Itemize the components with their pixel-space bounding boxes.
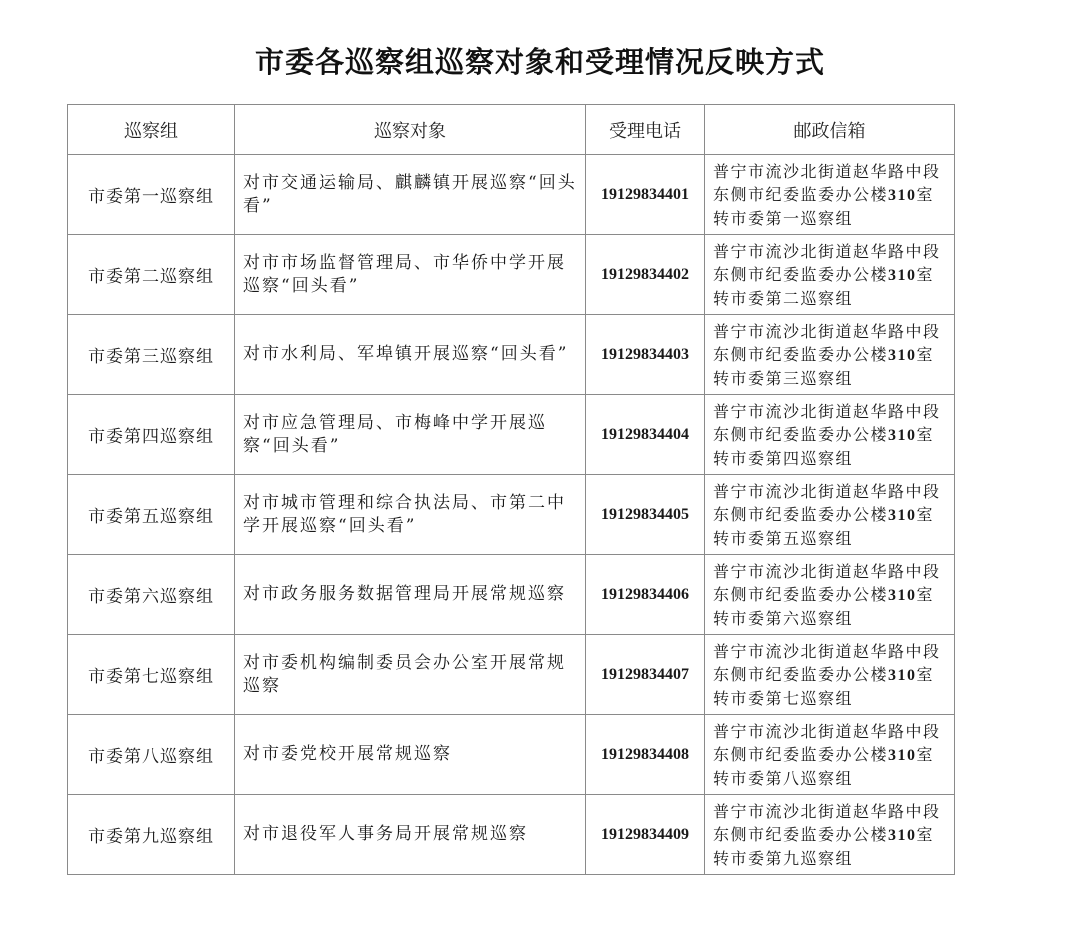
mail-cell <box>705 475 955 555</box>
phone-cell: 19129834402 <box>586 235 705 315</box>
mail-cell <box>705 155 955 235</box>
header-group: 巡察组 <box>68 105 235 155</box>
mail-cell <box>705 395 955 475</box>
table-row <box>68 315 955 395</box>
mail-room-number: 310 <box>888 506 917 524</box>
mail-cell <box>705 235 955 315</box>
mail-cell <box>705 635 955 715</box>
target-cell: 对市城市管理和综合执法局、市第二中学开展巡察“回头看” <box>235 475 586 555</box>
mail-room-number: 310 <box>888 186 917 204</box>
table-row <box>68 795 955 875</box>
target-cell: 对市委机构编制委员会办公室开展常规巡察 <box>235 635 586 715</box>
mail-recipient: 室转市委第六巡察组 <box>713 584 935 628</box>
table-row <box>68 635 955 715</box>
mail-recipient: 室转市委第二巡察组 <box>713 264 935 308</box>
group-cell: 市委第九巡察组 <box>68 795 235 875</box>
table-row <box>68 155 955 235</box>
target-cell: 对市应急管理局、市梅峰中学开展巡察“回头看” <box>235 395 586 475</box>
mail-address: 普宁市流沙北街道赵华路中段东侧市纪委监委办公楼 <box>713 401 941 444</box>
mail-room-number: 310 <box>888 746 917 764</box>
mail-address: 普宁市流沙北街道赵华路中段东侧市纪委监委办公楼 <box>713 561 941 604</box>
group-cell: 市委第二巡察组 <box>68 235 235 315</box>
group-cell: 市委第五巡察组 <box>68 475 235 555</box>
table-row <box>68 395 955 475</box>
mail-cell <box>705 555 955 635</box>
group-cell: 市委第三巡察组 <box>68 315 235 395</box>
table-row <box>68 555 955 635</box>
target-cell: 对市水利局、军埠镇开展巡察“回头看” <box>235 315 586 395</box>
mail-cell <box>705 715 955 795</box>
page-title: 市委各巡察组巡察对象和受理情况反映方式 <box>254 45 825 79</box>
mail-recipient: 室转市委第九巡察组 <box>713 824 935 868</box>
phone-cell: 19129834405 <box>586 475 705 555</box>
mail-address: 普宁市流沙北街道赵华路中段东侧市纪委监委办公楼 <box>713 721 941 764</box>
mail-room-number: 310 <box>888 586 917 604</box>
phone-cell: 19129834409 <box>586 795 705 875</box>
mail-address: 普宁市流沙北街道赵华路中段东侧市纪委监委办公楼 <box>713 641 941 684</box>
table-row <box>68 715 955 795</box>
target-cell: 对市市场监督管理局、市华侨中学开展巡察“回头看” <box>235 235 586 315</box>
group-cell: 市委第八巡察组 <box>68 715 235 795</box>
mail-recipient: 室转市委第一巡察组 <box>713 184 935 228</box>
mail-recipient: 室转市委第八巡察组 <box>713 744 935 788</box>
phone-cell: 19129834406 <box>586 555 705 635</box>
group-cell: 市委第七巡察组 <box>68 635 235 715</box>
header-mail: 邮政信箱 <box>705 105 955 155</box>
mail-room-number: 310 <box>888 266 917 284</box>
mail-address: 普宁市流沙北街道赵华路中段东侧市纪委监委办公楼 <box>713 801 941 844</box>
mail-recipient: 室转市委第三巡察组 <box>713 344 935 388</box>
target-cell: 对市委党校开展常规巡察 <box>235 715 586 795</box>
target-cell: 对市退役军人事务局开展常规巡察 <box>235 795 586 875</box>
mail-recipient: 室转市委第五巡察组 <box>713 504 935 548</box>
mail-recipient: 室转市委第四巡察组 <box>713 424 935 468</box>
phone-cell: 19129834401 <box>586 155 705 235</box>
mail-cell <box>705 315 955 395</box>
header-phone: 受理电话 <box>586 105 705 155</box>
target-cell: 对市政务服务数据管理局开展常规巡察 <box>235 555 586 635</box>
phone-cell: 19129834404 <box>586 395 705 475</box>
mail-address: 普宁市流沙北街道赵华路中段东侧市纪委监委办公楼 <box>713 321 941 364</box>
group-cell: 市委第六巡察组 <box>68 555 235 635</box>
mail-room-number: 310 <box>888 346 917 364</box>
mail-room-number: 310 <box>888 826 917 844</box>
mail-room-number: 310 <box>888 666 917 684</box>
mail-room-number: 310 <box>888 426 917 444</box>
header-target: 巡察对象 <box>235 105 586 155</box>
phone-cell: 19129834408 <box>586 715 705 795</box>
table-header-row <box>68 105 955 155</box>
phone-cell: 19129834407 <box>586 635 705 715</box>
group-cell: 市委第四巡察组 <box>68 395 235 475</box>
mail-address: 普宁市流沙北街道赵华路中段东侧市纪委监委办公楼 <box>713 241 941 284</box>
mail-cell <box>705 795 955 875</box>
mail-address: 普宁市流沙北街道赵华路中段东侧市纪委监委办公楼 <box>713 481 941 524</box>
mail-recipient: 室转市委第七巡察组 <box>713 664 935 708</box>
table-row <box>68 475 955 555</box>
target-cell: 对市交通运输局、麒麟镇开展巡察“回头看” <box>235 155 586 235</box>
mail-address: 普宁市流沙北街道赵华路中段东侧市纪委监委办公楼 <box>713 161 941 204</box>
group-cell: 市委第一巡察组 <box>68 155 235 235</box>
inspection-table <box>67 104 955 875</box>
table-row <box>68 235 955 315</box>
phone-cell: 19129834403 <box>586 315 705 395</box>
